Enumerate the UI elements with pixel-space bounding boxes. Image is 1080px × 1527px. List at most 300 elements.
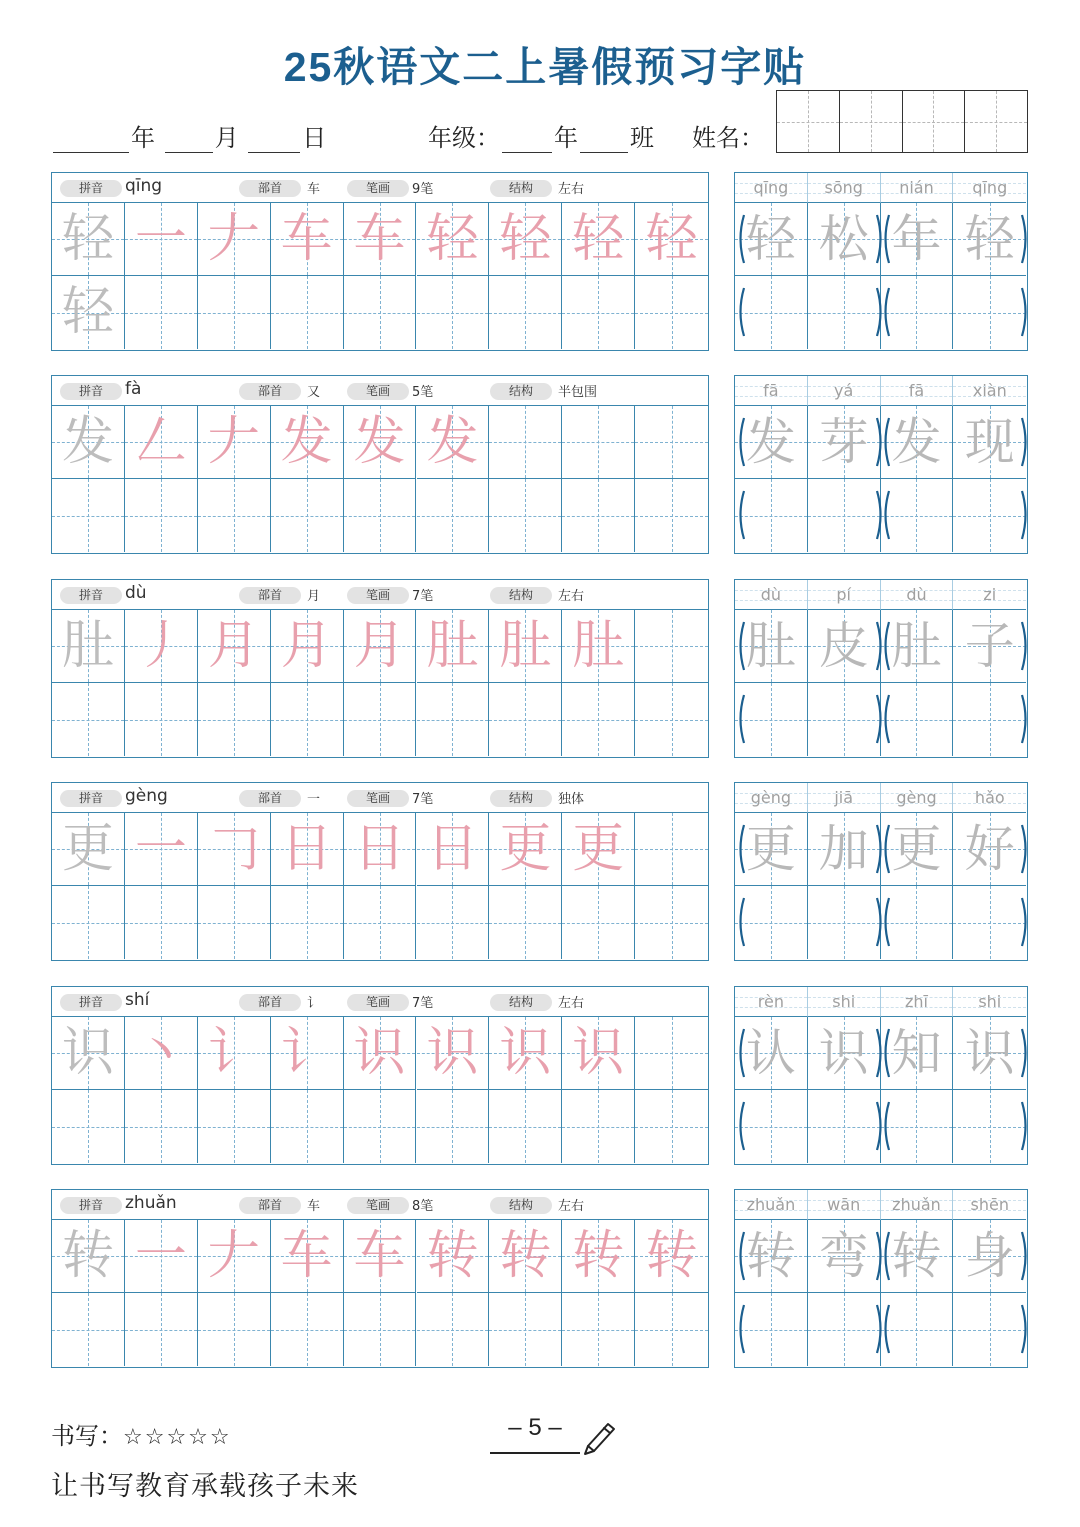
char-structure: 左右 [558, 589, 585, 604]
tianzige-cell[interactable] [344, 610, 417, 683]
tianzige-cell[interactable] [635, 813, 708, 886]
word-pinyin: zhuǎn [892, 1195, 941, 1214]
word-pinyin: rèn [757, 992, 784, 1011]
char-structure: 半包围 [558, 385, 598, 400]
tianzige-cell[interactable] [489, 886, 562, 959]
tianzige-cell[interactable] [52, 813, 125, 886]
right-paren-icon [1020, 286, 1030, 338]
tianzige-cell[interactable] [562, 886, 635, 959]
left-paren-icon [736, 1027, 746, 1079]
tianzige-cell[interactable] [125, 406, 198, 479]
word-cell[interactable] [953, 886, 1026, 959]
word-char: 子 [964, 617, 1015, 675]
tianzige-cell[interactable] [198, 203, 271, 276]
grade-line [428, 118, 654, 154]
tianzige-cell[interactable] [198, 479, 271, 552]
word-cell[interactable] [881, 683, 954, 756]
left-paren-icon [736, 416, 746, 468]
structure-pill: 结构 [490, 1197, 552, 1214]
tianzige-cell[interactable] [344, 1220, 417, 1293]
word-char: 年 [891, 210, 942, 268]
word-cell[interactable] [881, 406, 954, 479]
strokes-pill: 笔画 [347, 587, 409, 604]
word-pinyin-cell [881, 783, 954, 813]
stroke-order-step: 识 [353, 1023, 406, 1083]
name-label: 姓名： [692, 124, 764, 152]
tianzige-cell[interactable] [417, 1017, 490, 1090]
tianzige-cell[interactable] [271, 1220, 344, 1293]
char-pinyin: gèng [125, 786, 168, 806]
date-line [51, 118, 326, 154]
right-paren-icon [1020, 1100, 1030, 1152]
char-strokes: 9笔 [412, 182, 434, 197]
rating-stars[interactable]: ☆☆☆☆☆ [123, 1425, 232, 1450]
stroke-order-step: 讠 [207, 1023, 260, 1083]
word-pinyin-cell [735, 580, 808, 610]
tianzige-cell[interactable] [489, 1220, 562, 1293]
grade-class-label: 班 [630, 124, 654, 152]
left-paren-icon [881, 416, 891, 468]
tianzige-cell[interactable] [52, 276, 125, 349]
word-cell[interactable] [953, 1220, 1026, 1293]
left-paren-icon [881, 896, 891, 948]
word-cell[interactable] [953, 406, 1026, 479]
word-cell[interactable] [881, 203, 954, 276]
word-cell[interactable] [881, 813, 954, 886]
tianzige-cell[interactable] [489, 1017, 562, 1090]
tianzige-cell[interactable] [344, 276, 417, 349]
word-cell[interactable] [808, 886, 881, 959]
tianzige-cell[interactable] [635, 886, 708, 959]
tianzige-cell[interactable] [344, 813, 417, 886]
tianzige-cell[interactable] [271, 406, 344, 479]
tianzige-cell[interactable] [52, 406, 125, 479]
stroke-order-step: 月 [353, 616, 406, 676]
radical-pill: 部首 [239, 383, 301, 400]
tianzige-cell[interactable] [52, 203, 125, 276]
word-pinyin-cell [881, 1190, 954, 1220]
word-pinyin-cell [953, 376, 1026, 406]
char-structure: 左右 [558, 1199, 585, 1214]
grade-year-label: 年 [554, 124, 578, 152]
tianzige-cell[interactable] [635, 610, 708, 683]
year-blank[interactable] [53, 127, 129, 153]
tianzige-cell[interactable] [125, 683, 198, 756]
word-pinyin: fā [763, 381, 779, 400]
tianzige-cell[interactable] [125, 813, 198, 886]
left-paren-icon [881, 489, 891, 541]
stroke-order-step: 𠃋 [134, 412, 187, 472]
word-cell[interactable] [808, 1090, 881, 1163]
structure-pill: 结构 [490, 383, 552, 400]
word-cell[interactable] [953, 1090, 1026, 1163]
tianzige-cell[interactable] [417, 886, 490, 959]
word-cell[interactable] [808, 1017, 881, 1090]
tianzige-cell[interactable] [562, 813, 635, 886]
tianzige-cell[interactable] [489, 610, 562, 683]
left-paren-icon [736, 489, 746, 541]
structure-pill: 结构 [490, 790, 552, 807]
tianzige-cell[interactable] [562, 203, 635, 276]
word-cell[interactable] [881, 1220, 954, 1293]
radical-pill: 部首 [239, 1197, 301, 1214]
word-practice-block [734, 375, 1028, 554]
word-char: 转 [891, 1227, 942, 1285]
pinyin-pill: 拼音 [60, 994, 122, 1011]
stroke-order-step: 轻 [499, 209, 552, 269]
word-pinyin: shēn [970, 1195, 1010, 1214]
tianzige-cell[interactable] [52, 1017, 125, 1090]
tianzige-cell[interactable] [635, 1090, 708, 1163]
grade-label: 年级： [428, 124, 500, 152]
word-practice-block [734, 782, 1028, 961]
tianzige-cell[interactable] [271, 276, 344, 349]
word-cell[interactable] [953, 203, 1026, 276]
tianzige-cell[interactable] [344, 1293, 417, 1366]
stroke-order-step: 车 [280, 209, 333, 269]
tianzige-cell[interactable] [489, 1090, 562, 1163]
word-pinyin-cell [808, 173, 881, 203]
stroke-order-step: 一 [134, 209, 187, 269]
word-cell[interactable] [953, 1293, 1026, 1366]
name-box[interactable] [903, 91, 966, 152]
stroke-order-step: 𠂇 [207, 209, 260, 269]
char-practice-block [51, 986, 709, 1165]
model-char: 更 [61, 819, 114, 879]
tianzige-cell[interactable] [198, 683, 271, 756]
tianzige-cell[interactable] [562, 610, 635, 683]
tianzige-cell[interactable] [417, 479, 490, 552]
tianzige-cell[interactable] [489, 479, 562, 552]
stroke-order-step: 发 [426, 412, 479, 472]
left-paren-icon [881, 1027, 891, 1079]
tianzige-cell[interactable] [562, 276, 635, 349]
tianzige-cell[interactable] [489, 1293, 562, 1366]
tianzige-cell[interactable] [198, 1017, 271, 1090]
stroke-order-step: 日 [280, 819, 333, 879]
left-paren-icon [736, 213, 746, 265]
tianzige-cell[interactable] [125, 886, 198, 959]
tianzige-cell[interactable] [344, 203, 417, 276]
right-paren-icon [1020, 489, 1030, 541]
char-structure: 左右 [558, 182, 585, 197]
tianzige-cell[interactable] [52, 479, 125, 552]
char-radical: 月 [307, 589, 321, 604]
tianzige-cell[interactable] [271, 683, 344, 756]
tianzige-cell[interactable] [635, 406, 708, 479]
tianzige-cell[interactable] [344, 479, 417, 552]
char-structure: 独体 [558, 792, 585, 807]
word-cell[interactable] [881, 1017, 954, 1090]
tianzige-cell[interactable] [198, 886, 271, 959]
word-char: 识 [818, 1024, 869, 1082]
tianzige-cell[interactable] [344, 1090, 417, 1163]
tianzige-cell[interactable] [125, 276, 198, 349]
word-cell[interactable] [953, 479, 1026, 552]
tianzige-cell[interactable] [271, 479, 344, 552]
char-strokes: 7笔 [412, 792, 434, 807]
word-pinyin: fā [908, 381, 925, 400]
word-char: 芽 [818, 413, 869, 471]
tianzige-cell[interactable] [562, 1017, 635, 1090]
stroke-order-step: 转 [426, 1226, 479, 1286]
tianzige-cell[interactable] [562, 1090, 635, 1163]
tianzige-cell[interactable] [52, 610, 125, 683]
word-pinyin-cell [735, 376, 808, 406]
word-cell[interactable] [953, 610, 1026, 683]
name-boxes[interactable] [776, 90, 1028, 153]
word-cell[interactable] [808, 1293, 881, 1366]
model-char: 轻 [61, 282, 114, 342]
page-title: 25秋语文二上暑假预习字贴 [283, 43, 807, 91]
word-cell[interactable] [953, 813, 1026, 886]
word-pinyin-cell [881, 376, 954, 406]
tianzige-cell[interactable] [125, 479, 198, 552]
tianzige-cell[interactable] [271, 610, 344, 683]
day-blank[interactable] [248, 127, 300, 153]
char-strokes: 7笔 [412, 589, 434, 604]
word-practice-block [734, 579, 1028, 758]
right-paren-icon [1020, 896, 1030, 948]
char-info-header [52, 580, 708, 610]
stroke-order-step: 日 [353, 819, 406, 879]
tianzige-cell[interactable] [635, 1293, 708, 1366]
tianzige-cell[interactable] [417, 1090, 490, 1163]
tianzige-cell[interactable] [198, 406, 271, 479]
tianzige-cell[interactable] [489, 276, 562, 349]
word-pinyin: hǎo [974, 788, 1005, 807]
tianzige-cell[interactable] [52, 1293, 125, 1366]
tianzige-cell[interactable] [52, 1090, 125, 1163]
tianzige-cell[interactable] [344, 406, 417, 479]
word-cell[interactable] [808, 610, 881, 683]
tianzige-cell[interactable] [52, 683, 125, 756]
right-paren-icon [1020, 1303, 1030, 1355]
tianzige-cell[interactable] [52, 886, 125, 959]
structure-pill: 结构 [490, 994, 552, 1011]
char-radical: 又 [307, 385, 321, 400]
word-pinyin-cell [808, 987, 881, 1017]
grade-class-blank[interactable] [580, 127, 628, 153]
left-paren-icon [736, 1230, 746, 1282]
model-char: 转 [61, 1226, 114, 1286]
tianzige-cell[interactable] [417, 1220, 490, 1293]
tianzige-cell[interactable] [198, 1293, 271, 1366]
left-paren-icon [881, 693, 891, 745]
word-char: 轻 [745, 210, 796, 268]
char-strokes: 5笔 [412, 385, 434, 400]
model-char: 发 [61, 412, 114, 472]
tianzige-cell[interactable] [417, 813, 490, 886]
tianzige-cell[interactable] [125, 1090, 198, 1163]
tianzige-cell[interactable] [271, 813, 344, 886]
word-pinyin-cell [953, 1190, 1026, 1220]
word-char: 肚 [745, 617, 796, 675]
tianzige-cell[interactable] [562, 479, 635, 552]
model-char: 识 [61, 1023, 114, 1083]
tianzige-cell[interactable] [562, 1293, 635, 1366]
tianzige-cell[interactable] [125, 610, 198, 683]
word-cell[interactable] [808, 813, 881, 886]
word-char: 身 [964, 1227, 1015, 1285]
month-label: 月 [214, 124, 239, 152]
tianzige-cell[interactable] [417, 203, 490, 276]
word-practice-block [734, 986, 1028, 1165]
word-pinyin: gèng [896, 788, 937, 807]
word-pinyin: shi [832, 992, 856, 1011]
word-pinyin-cell [735, 783, 808, 813]
tianzige-cell[interactable] [125, 1220, 198, 1293]
word-char: 认 [745, 1024, 796, 1082]
word-cell[interactable] [881, 886, 954, 959]
tianzige-cell[interactable] [125, 1293, 198, 1366]
writing-label: 书写： [51, 1422, 123, 1450]
word-cell[interactable] [808, 1220, 881, 1293]
tianzige-cell[interactable] [417, 610, 490, 683]
tianzige-cell[interactable] [635, 276, 708, 349]
word-cell[interactable] [953, 1017, 1026, 1090]
tianzige-cell[interactable] [635, 203, 708, 276]
tianzige-cell[interactable] [417, 406, 490, 479]
tianzige-cell[interactable] [344, 886, 417, 959]
word-cell[interactable] [808, 683, 881, 756]
stroke-order-step: 转 [572, 1226, 625, 1286]
right-paren-icon [1020, 416, 1030, 468]
tianzige-cell[interactable] [271, 1090, 344, 1163]
right-paren-icon [1020, 1230, 1030, 1282]
word-cell[interactable] [808, 276, 881, 349]
stroke-order-step: 𠃌 [207, 819, 260, 879]
pen-icon [578, 1416, 622, 1456]
stroke-order-step: 更 [499, 819, 552, 879]
word-cell[interactable] [881, 1090, 954, 1163]
char-pinyin: shí [125, 990, 150, 1010]
tianzige-cell[interactable] [198, 1220, 271, 1293]
tianzige-cell[interactable] [198, 1090, 271, 1163]
stroke-order-step: 车 [280, 1226, 333, 1286]
word-cell[interactable] [881, 479, 954, 552]
grade-year-blank[interactable] [502, 127, 552, 153]
tianzige-cell[interactable] [271, 886, 344, 959]
word-pinyin: nián [899, 178, 934, 197]
char-info-header [52, 1190, 708, 1220]
tianzige-cell[interactable] [562, 683, 635, 756]
tianzige-cell[interactable] [417, 683, 490, 756]
char-practice-block [51, 172, 709, 351]
name-box[interactable] [777, 91, 840, 152]
stroke-order-step: 丿 [134, 616, 187, 676]
structure-pill: 结构 [490, 180, 552, 197]
stroke-order-step: 丶 [134, 1023, 187, 1083]
tianzige-cell[interactable] [489, 683, 562, 756]
word-char: 知 [891, 1024, 942, 1082]
model-char: 肚 [61, 616, 114, 676]
structure-pill: 结构 [490, 587, 552, 604]
tianzige-cell[interactable] [198, 276, 271, 349]
char-practice-block [51, 579, 709, 758]
left-paren-icon [881, 620, 891, 672]
stroke-order-step: 轻 [572, 209, 625, 269]
name-box[interactable] [840, 91, 903, 152]
word-pinyin: qīng [972, 178, 1008, 197]
word-pinyin-cell [735, 987, 808, 1017]
tianzige-cell[interactable] [562, 406, 635, 479]
tianzige-cell[interactable] [635, 683, 708, 756]
stroke-order-step: 识 [499, 1023, 552, 1083]
tianzige-cell[interactable] [125, 203, 198, 276]
word-pinyin-cell [735, 1190, 808, 1220]
left-paren-icon [736, 823, 746, 875]
tianzige-cell[interactable] [562, 1220, 635, 1293]
word-cell[interactable] [808, 203, 881, 276]
stroke-order-step: 月 [280, 616, 333, 676]
tianzige-cell[interactable] [635, 479, 708, 552]
tianzige-cell[interactable] [489, 813, 562, 886]
tianzige-cell[interactable] [417, 1293, 490, 1366]
tianzige-cell[interactable] [52, 1220, 125, 1293]
word-pinyin-cell [953, 580, 1026, 610]
left-paren-icon [736, 896, 746, 948]
char-practice-block [51, 1189, 709, 1368]
month-blank[interactable] [165, 127, 213, 153]
tianzige-cell[interactable] [344, 683, 417, 756]
tianzige-cell[interactable] [635, 1220, 708, 1293]
word-pinyin: dù [906, 585, 927, 604]
tianzige-cell[interactable] [125, 1017, 198, 1090]
tianzige-cell[interactable] [271, 203, 344, 276]
word-practice-block [734, 172, 1028, 351]
word-char: 发 [745, 413, 796, 471]
word-cell[interactable] [808, 479, 881, 552]
stroke-order-step: 肚 [572, 616, 625, 676]
stroke-order-step: 识 [426, 1023, 479, 1083]
word-cell[interactable] [881, 276, 954, 349]
left-paren-icon [881, 1303, 891, 1355]
tianzige-cell[interactable] [489, 406, 562, 479]
word-pinyin: wān [827, 1195, 861, 1214]
tianzige-cell[interactable] [271, 1293, 344, 1366]
word-pinyin: xiàn [972, 381, 1007, 400]
char-strokes: 7笔 [412, 996, 434, 1011]
tianzige-cell[interactable] [198, 813, 271, 886]
stroke-order-step: 𠂇 [207, 412, 260, 472]
tianzige-cell[interactable] [271, 1017, 344, 1090]
pinyin-pill: 拼音 [60, 790, 122, 807]
right-paren-icon [1020, 693, 1030, 745]
stroke-order-step: 识 [572, 1023, 625, 1083]
strokes-pill: 笔画 [347, 180, 409, 197]
word-cell[interactable] [808, 406, 881, 479]
char-radical: 讠 [307, 996, 321, 1011]
word-pinyin-cell [808, 376, 881, 406]
radical-pill: 部首 [239, 994, 301, 1011]
left-paren-icon [881, 1100, 891, 1152]
word-cell[interactable] [953, 276, 1026, 349]
tianzige-cell[interactable] [417, 276, 490, 349]
word-cell[interactable] [881, 610, 954, 683]
word-cell[interactable] [953, 683, 1026, 756]
left-paren-icon [736, 1303, 746, 1355]
left-paren-icon [881, 823, 891, 875]
tianzige-cell[interactable] [344, 1017, 417, 1090]
tianzige-cell[interactable] [635, 1017, 708, 1090]
name-box[interactable] [965, 91, 1027, 152]
tianzige-cell[interactable] [489, 203, 562, 276]
stroke-order-step: 转 [499, 1226, 552, 1286]
tianzige-cell[interactable] [198, 610, 271, 683]
word-cell[interactable] [881, 1293, 954, 1366]
pinyin-pill: 拼音 [60, 587, 122, 604]
